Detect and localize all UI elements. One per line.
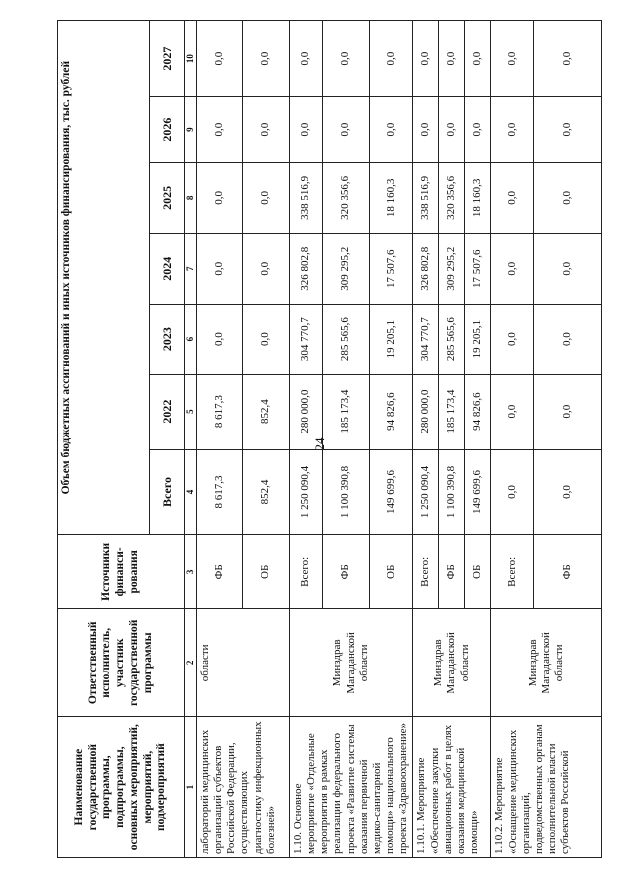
value-cell: 852,4 (242, 374, 289, 449)
column-number: 2 (185, 609, 197, 717)
value-cell: 18 160,3 (369, 162, 413, 233)
value-cell: 17 507,6 (369, 233, 413, 304)
value-cell: 1 100 390,8 (439, 449, 465, 535)
source-cell: ОБ (369, 535, 413, 609)
value-cell: 0,0 (534, 304, 602, 374)
value-cell: 304 770,7 (289, 304, 322, 374)
value-cell: 185 173,4 (439, 374, 465, 449)
value-cell: 0,0 (242, 97, 289, 163)
column-number: 7 (185, 233, 197, 304)
header-source: Источники финанси-рования (58, 535, 185, 609)
header-year: 2022 (150, 374, 185, 449)
source-cell: ФБ (196, 535, 242, 609)
source-cell: ОБ (242, 535, 289, 609)
value-cell: 0,0 (413, 97, 439, 163)
value-cell: 285 565,6 (323, 304, 370, 374)
source-cell: Всего: (289, 535, 322, 609)
column-number: 8 (185, 162, 197, 233)
value-cell: 0,0 (491, 162, 534, 233)
item-name: 1.10.2. Мероприятие «Оснащение медицинских организаций, подведомственных органам исполнительной власти субъектов Российской (491, 717, 602, 858)
value-cell: 0,0 (196, 21, 242, 97)
value-cell: 0,0 (289, 97, 322, 163)
value-cell: 326 802,8 (413, 233, 439, 304)
column-number: 4 (185, 449, 197, 535)
value-cell: 0,0 (534, 162, 602, 233)
value-cell: 280 000,0 (289, 374, 322, 449)
source-cell: ФБ (323, 535, 370, 609)
value-cell: 0,0 (369, 21, 413, 97)
value-cell: 0,0 (491, 21, 534, 97)
value-cell: 0,0 (289, 21, 322, 97)
value-cell: 17 507,6 (465, 233, 491, 304)
source-cell: ФБ (439, 535, 465, 609)
table-row (289, 21, 322, 858)
value-cell: 0,0 (491, 304, 534, 374)
column-number: 3 (185, 535, 197, 609)
value-cell: 149 699,6 (465, 449, 491, 535)
header-executor: Ответственный исполнитель, участник государственной программы (58, 609, 185, 717)
column-number: 1 (185, 717, 197, 858)
value-cell: 0,0 (534, 374, 602, 449)
value-cell: 285 565,6 (439, 304, 465, 374)
item-name: лабораторий медицинских организаций субъектов Российской Федерации, осуществляющих диагностику инфекционных болезней» (196, 717, 289, 858)
value-cell: 1 250 090,4 (413, 449, 439, 535)
value-cell: 0,0 (242, 21, 289, 97)
table-row (413, 21, 439, 858)
value-cell: 0,0 (465, 21, 491, 97)
value-cell: 0,0 (196, 304, 242, 374)
value-cell: 320 356,6 (439, 162, 465, 233)
value-cell: 0,0 (242, 162, 289, 233)
value-cell: 0,0 (242, 304, 289, 374)
value-cell: 338 516,9 (413, 162, 439, 233)
column-number: 9 (185, 97, 197, 163)
source-cell: Всего: (491, 535, 534, 609)
table-row (491, 21, 534, 858)
value-cell: 0,0 (369, 97, 413, 163)
header-year: 2025 (150, 162, 185, 233)
column-number: 10 (185, 21, 197, 97)
item-name: 1.10. Основное мероприятие «Отдельные мероприятия в рамках реализации федерального проекта «Развитие системы оказания первичной медико-санитарной помощи» национального проекта «Здравоохранение» (289, 717, 413, 858)
value-cell: 320 356,6 (323, 162, 370, 233)
value-cell: 94 826,6 (465, 374, 491, 449)
source-cell: Всего: (413, 535, 439, 609)
value-cell: 19 205,1 (369, 304, 413, 374)
value-cell: 0,0 (491, 97, 534, 163)
value-cell: 185 173,4 (323, 374, 370, 449)
item-name: 1.10.1. Мероприятие «Обеспечение закупки авиационных работ в целях оказания медицинской помощи» (413, 717, 491, 858)
value-cell: 309 295,2 (439, 233, 465, 304)
header-year: 2027 (150, 21, 185, 97)
value-cell: 0,0 (439, 21, 465, 97)
header-year: 2026 (150, 97, 185, 163)
value-cell: 0,0 (196, 162, 242, 233)
header-year: 2023 (150, 304, 185, 374)
item-executor: Минздрав Магаданской области (491, 609, 602, 717)
value-cell: 1 100 390,8 (323, 449, 370, 535)
table-row (196, 21, 242, 858)
value-cell: 0,0 (534, 449, 602, 535)
value-cell: 0,0 (196, 233, 242, 304)
value-cell: 852,4 (242, 449, 289, 535)
value-cell: 0,0 (439, 97, 465, 163)
value-cell: 0,0 (413, 21, 439, 97)
value-cell: 0,0 (534, 97, 602, 163)
value-cell: 18 160,3 (465, 162, 491, 233)
value-cell: 0,0 (323, 21, 370, 97)
value-cell: 280 000,0 (413, 374, 439, 449)
header-year: Всего (150, 449, 185, 535)
value-cell: 8 617,3 (196, 374, 242, 449)
item-executor: Минздрав Магаданской области (413, 609, 491, 717)
column-number: 6 (185, 304, 197, 374)
value-cell: 326 802,8 (289, 233, 322, 304)
source-cell: ОБ (465, 535, 491, 609)
header-volume: Объем бюджетных ассигнований и иных источников финансирования, тыс. рублей (58, 21, 150, 535)
value-cell: 0,0 (534, 233, 602, 304)
value-cell: 0,0 (242, 233, 289, 304)
value-cell: 1 250 090,4 (289, 449, 322, 535)
column-number: 5 (185, 374, 197, 449)
value-cell: 94 826,6 (369, 374, 413, 449)
value-cell: 8 617,3 (196, 449, 242, 535)
value-cell: 338 516,9 (289, 162, 322, 233)
item-executor: Минздрав Магаданской области (289, 609, 413, 717)
value-cell: 0,0 (323, 97, 370, 163)
value-cell: 19 205,1 (465, 304, 491, 374)
value-cell: 0,0 (491, 449, 534, 535)
value-cell: 304 770,7 (413, 304, 439, 374)
value-cell: 0,0 (196, 97, 242, 163)
value-cell: 0,0 (534, 21, 602, 97)
source-cell: ФБ (534, 535, 602, 609)
page-number: 24 (312, 437, 327, 451)
value-cell: 309 295,2 (323, 233, 370, 304)
value-cell: 0,0 (491, 233, 534, 304)
header-year: 2024 (150, 233, 185, 304)
value-cell: 149 699,6 (369, 449, 413, 535)
financing-table (57, 20, 602, 858)
value-cell: 0,0 (491, 374, 534, 449)
item-executor: области (196, 609, 289, 717)
value-cell: 0,0 (465, 97, 491, 163)
header-name: Наименование государственной программы, подпрограммы, основных мероприятий, мероприятий, подмероприятий (58, 717, 185, 858)
rotated-table-container (57, 20, 607, 858)
